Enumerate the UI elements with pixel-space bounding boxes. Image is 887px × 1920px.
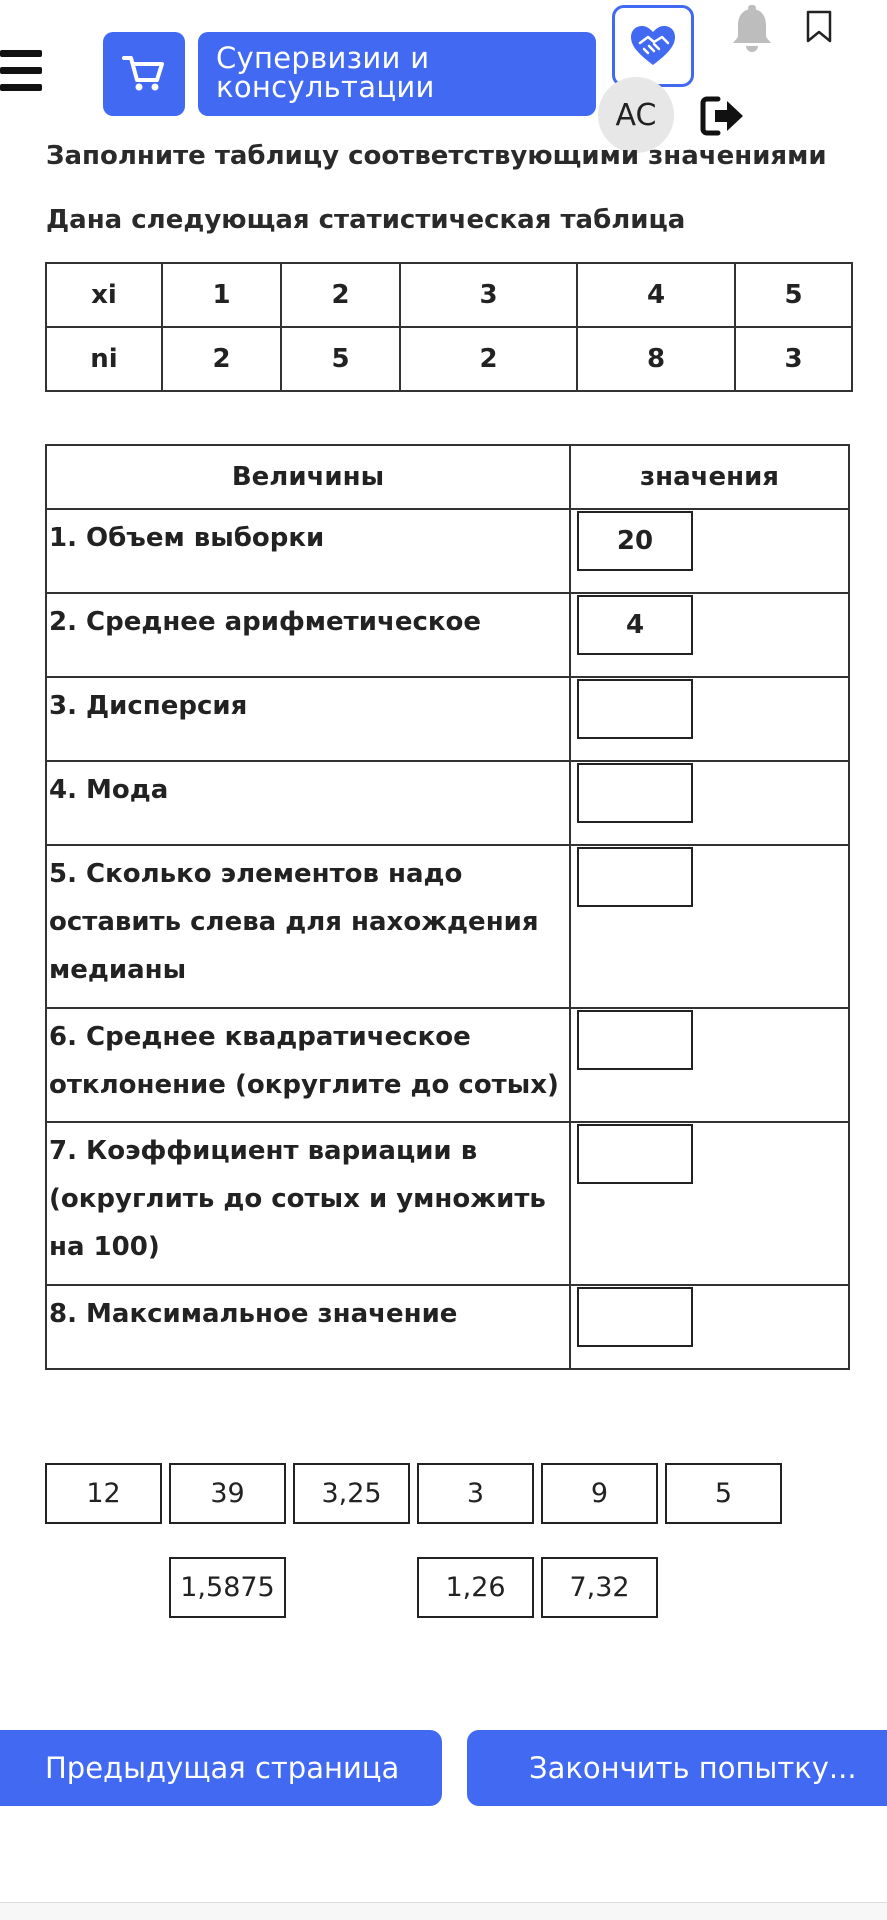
stats-row-xi: [46, 263, 852, 327]
table-row: [46, 761, 849, 845]
value-cell: [570, 1122, 849, 1285]
bottom-strip: [0, 1902, 887, 1920]
column-header-values: значения: [570, 445, 849, 509]
finish-attempt-button[interactable]: [467, 1730, 887, 1806]
row-label: 2. Среднее арифметическое: [46, 593, 570, 677]
course-title-line2: консультации: [216, 70, 435, 104]
table-row: [46, 845, 849, 1008]
column-header-quantities: Величины: [46, 445, 570, 509]
drop-zone-7[interactable]: [577, 1124, 693, 1184]
table-row: [46, 593, 849, 677]
drop-zone-5[interactable]: [577, 847, 693, 907]
menu-icon[interactable]: [0, 50, 42, 94]
stats-cell: xi: [46, 263, 162, 327]
cart-icon: [122, 54, 166, 94]
answer-tile[interactable]: 3: [417, 1463, 534, 1524]
bell-icon[interactable]: [728, 5, 776, 55]
value-cell: [570, 1008, 849, 1122]
value-cell: [570, 1285, 849, 1369]
course-title-line1: Супервизии и: [216, 41, 430, 75]
logout-icon[interactable]: [700, 95, 745, 137]
stats-cell: 3: [400, 263, 577, 327]
answer-tile[interactable]: 9: [541, 1463, 658, 1524]
drop-zone-4[interactable]: [577, 763, 693, 823]
stats-row-ni: [46, 327, 852, 391]
stats-cell: ni: [46, 327, 162, 391]
row-label: 4. Мода: [46, 761, 570, 845]
row-label: 5. Сколько элементов надо оставить слева для нахождения медианы: [46, 845, 570, 1008]
value-cell: [570, 509, 849, 593]
row-label: 6. Среднее квадратическое отклонение (округлите до сотых): [46, 1008, 570, 1122]
answer-tile[interactable]: 12: [45, 1463, 162, 1524]
drop-zone-3[interactable]: [577, 679, 693, 739]
stats-cell: 2: [162, 327, 281, 391]
drop-zone-2[interactable]: 4: [577, 595, 693, 655]
statistics-table: [45, 262, 853, 392]
table-row: [46, 509, 849, 593]
value-cell: [570, 677, 849, 761]
stats-cell: 4: [577, 263, 735, 327]
stats-cell: 3: [735, 327, 852, 391]
answer-tile[interactable]: 5: [665, 1463, 782, 1524]
avatar-initials: AC: [615, 97, 657, 133]
table-row: [46, 677, 849, 761]
instruction-text: Заполните таблицу соответствующими значениями: [46, 141, 827, 171]
table-row: [46, 1285, 849, 1369]
answer-tile[interactable]: 7,32: [541, 1557, 658, 1618]
value-cell: [570, 761, 849, 845]
handshake-button[interactable]: [612, 5, 694, 87]
row-label: 1. Объем выборки: [46, 509, 570, 593]
answer-tile[interactable]: 39: [169, 1463, 286, 1524]
answer-tile[interactable]: 1,26: [417, 1557, 534, 1618]
given-text: Дана следующая статистическая таблица: [46, 205, 686, 235]
previous-page-button[interactable]: [0, 1730, 442, 1806]
cart-button[interactable]: [103, 32, 185, 116]
value-cell: [570, 845, 849, 1008]
stats-cell: 8: [577, 327, 735, 391]
course-title-button[interactable]: [198, 32, 596, 116]
bookmark-icon[interactable]: [805, 10, 833, 44]
stats-cell: 5: [281, 327, 400, 391]
table-row: [46, 1008, 849, 1122]
stats-cell: 5: [735, 263, 852, 327]
answers-table: [45, 444, 850, 1370]
row-label: 8. Максимальное значение: [46, 1285, 570, 1369]
stats-cell: 2: [400, 327, 577, 391]
answer-tile[interactable]: 3,25: [293, 1463, 410, 1524]
row-label: 7. Коэффициент вариации в (округлить до сотых и умножить на 100): [46, 1122, 570, 1285]
table-row: [46, 1122, 849, 1285]
finish-attempt-label: Закончить попытку...: [529, 1751, 857, 1785]
drop-zone-8[interactable]: [577, 1287, 693, 1347]
value-cell: [570, 593, 849, 677]
drop-zone-6[interactable]: [577, 1010, 693, 1070]
row-label: 3. Дисперсия: [46, 677, 570, 761]
handshake-icon: [628, 23, 678, 69]
answers-header-row: [46, 445, 849, 509]
stats-cell: 1: [162, 263, 281, 327]
stats-cell: 2: [281, 263, 400, 327]
answer-tile[interactable]: 1,5875: [169, 1557, 286, 1618]
previous-page-label: Предыдущая страница: [45, 1751, 400, 1785]
drop-zone-1[interactable]: 20: [577, 511, 693, 571]
